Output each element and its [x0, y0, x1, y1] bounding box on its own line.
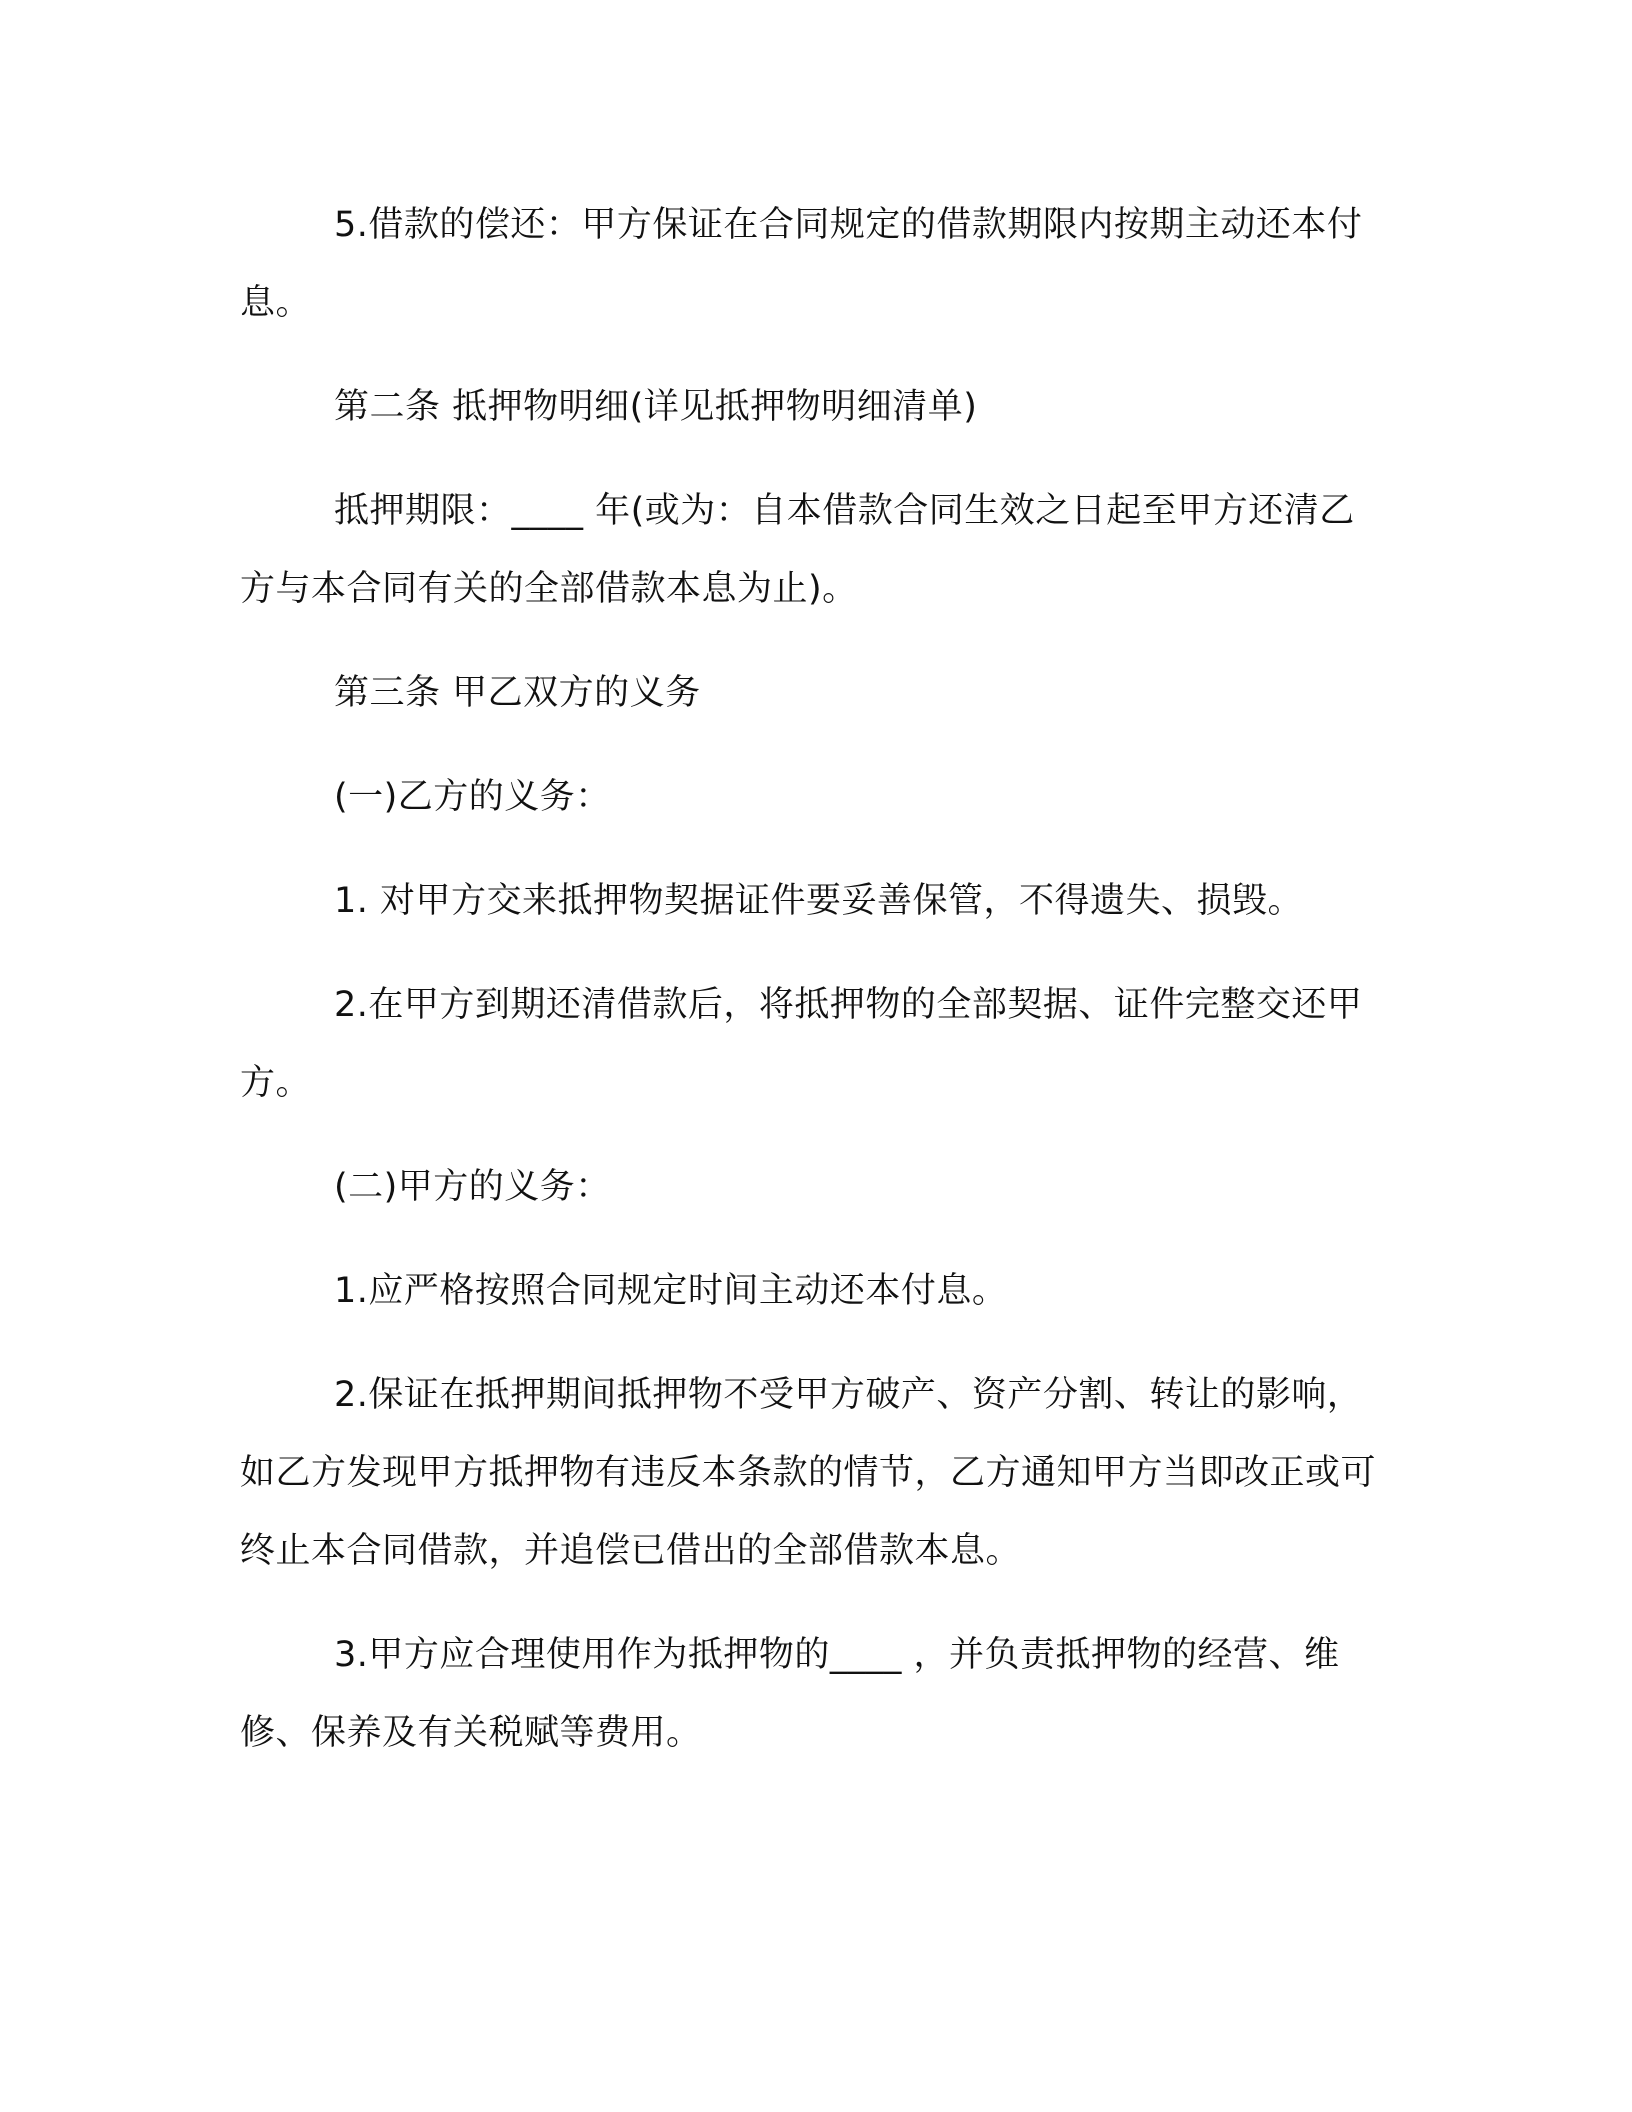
- paragraph-party-b-item-2: 2.在甲方到期还清借款后，将抵押物的全部契据、证件完整交还甲方。: [240, 985, 1363, 1103]
- document-body: [240, 186, 1390, 1772]
- subheading-party-b-obligations: (一)乙方的义务：: [334, 777, 611, 817]
- subheading-party-a-obligations: (二)甲方的义务：: [334, 1167, 611, 1207]
- paragraph-party-a-item-3: 3.甲方应合理使用作为抵押物的____ ，并负责抵押物的经营、维修、保养及有关税赋等费用。: [240, 1635, 1340, 1753]
- paragraph-party-a-item-1: 1.应严格按照合同规定时间主动还本付息。: [334, 1271, 1008, 1311]
- paragraph-party-b-item-1: 1. 对甲方交来抵押物契据证件要妥善保管，不得遗失、损毁。: [334, 881, 1304, 921]
- heading-article-3: 第三条 甲乙双方的义务: [334, 673, 701, 713]
- heading-article-2: 第二条 抵押物明细(详见抵押物明细清单): [334, 387, 978, 427]
- paragraph-repayment: 5.借款的偿还：甲方保证在合同规定的借款期限内按期主动还本付息。: [240, 205, 1363, 323]
- paragraph-party-a-item-2: 2.保证在抵押期间抵押物不受甲方破产、资产分割、转让的影响，如乙方发现甲方抵押物有违反本条款的情节，乙方通知甲方当即改正或可终止本合同借款，并追偿已借出的全部借款本息。: [240, 1375, 1377, 1571]
- paragraph-mortgage-term: 抵押期限：____ 年(或为：自本借款合同生效之日起至甲方还清乙方与本合同有关的全部借款本息为止)。: [240, 491, 1355, 609]
